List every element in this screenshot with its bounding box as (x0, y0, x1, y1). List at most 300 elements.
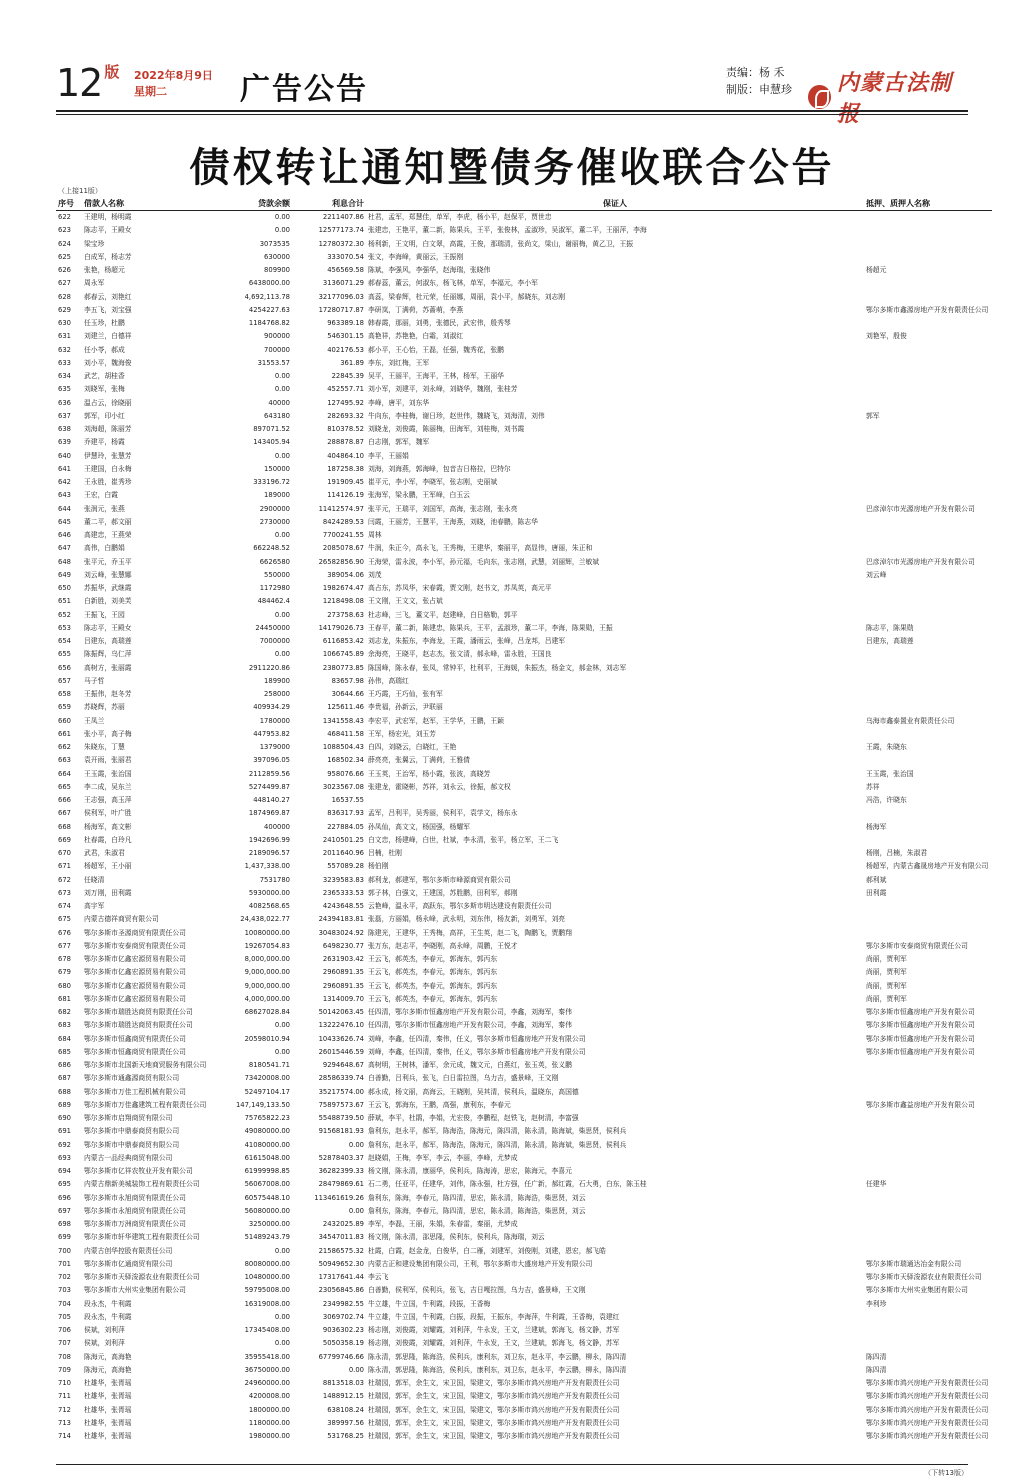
table-row (56, 1072, 992, 1085)
cell-interest: 2432025.89 (322, 1220, 364, 1229)
cell-mortgagor (864, 648, 992, 661)
newspaper-logo-icon (808, 85, 831, 109)
cell-guarantor: 李军，李磊，王丽，朱娟，朱春雷，秦丽，尤梦成 (368, 1220, 518, 1229)
cell-guarantor: 陈永清，郭思隆，陈海浩，侯利兵，康利东，刘卫东，赵永平，李云鹏，柳永，陈四清 (368, 1365, 627, 1374)
cell-mortgagor: 鄂尔多斯市鸿兴房地产开发有限责任公司 (866, 1432, 989, 1441)
table-row (56, 1417, 992, 1430)
cell-borrower: 王宏，白霞 (84, 491, 118, 500)
table-row (56, 463, 992, 476)
cell-interest: 67799746.66 (318, 1352, 364, 1361)
cell-guarantor: 薛亮亮，张翼云，丁满荷，王雅倩 (368, 756, 470, 765)
cell-no: 638 (58, 425, 71, 434)
table-body (56, 211, 992, 1444)
table-row (56, 1205, 992, 1218)
cell-interest: 28479869.61 (318, 1180, 364, 1189)
cell-interest: 288878.87 (327, 438, 364, 447)
cell-balance: 6626580 (259, 557, 290, 566)
cell-interest: 168502.34 (327, 756, 364, 765)
cell-balance: 9,000,000.00 (244, 968, 290, 977)
cell-balance: 2911220.86 (248, 663, 290, 672)
cell-no: 682 (58, 1008, 71, 1017)
cell-interest: 9294648.67 (322, 1061, 364, 1070)
cell-interest: 34547011.83 (318, 1233, 364, 1242)
cell-interest: 4243648.55 (322, 902, 364, 911)
date-text: 2022年8月9日 (134, 69, 213, 82)
cell-no: 666 (58, 796, 71, 805)
cell-mortgagor (864, 238, 992, 251)
cell-balance: 16319008.00 (244, 1299, 290, 1308)
cell-interest: 361.89 (340, 358, 364, 367)
cell-no: 657 (58, 676, 71, 685)
cell-interest: 114126.19 (327, 491, 364, 500)
cell-interest: 21586575.32 (318, 1246, 364, 1255)
cell-no: 626 (58, 266, 71, 275)
cell-guarantor: 崔平元，李小军，李晓军，张志刚，史丽斌 (368, 478, 498, 487)
table-row (56, 807, 992, 820)
cell-guarantor: 詹利东，陈海，李春元，陈四清，思宏，陈永清，陈海浩，柴思贤，刘云 (368, 1193, 586, 1202)
table-row (56, 317, 992, 330)
cell-borrower: 刘晓军，张梅 (84, 385, 125, 394)
cell-guarantor: 李贵福，孙新云，尹联丽 (368, 703, 443, 712)
cell-mortgagor (864, 317, 992, 330)
table-row (56, 675, 992, 688)
cell-guarantor: 张海军，梁永鹏，王军峰，白玉云 (368, 491, 470, 500)
cell-guarantor: 李云飞 (368, 1273, 389, 1282)
debt-table (56, 196, 992, 1443)
cell-guarantor: 吴平，王丽平，王海平，王林，杨军，王丽华 (368, 372, 504, 381)
cell-mortgagor (864, 754, 992, 767)
cell-balance: 189000 (264, 491, 290, 500)
cell-guarantor: 杜瑞园，郭军，余生文，宋卫国，梁建文，鄂尔多斯市鸿兴房地产开发有限责任公司 (368, 1405, 620, 1414)
cell-interest: 75897573.67 (318, 1100, 364, 1109)
cell-guarantor: 牛润，朱正今，高永飞，王秀梅，王建华，秦丽平，高显伟，唐丽，朱正和 (368, 544, 593, 553)
cell-interest: 22845.39 (331, 372, 364, 381)
cell-interest: 2631903.42 (322, 955, 364, 964)
cell-no: 708 (58, 1352, 71, 1361)
cell-mortgagor: 陈四清 (866, 1352, 887, 1361)
table-row (56, 529, 992, 542)
cell-interest: 8424289.53 (322, 517, 364, 526)
cell-balance: 0.00 (274, 610, 290, 619)
cell-balance: 31553.57 (257, 358, 290, 367)
cell-mortgagor (864, 582, 992, 595)
cell-mortgagor: 鄂尔多斯市鸿兴房地产开发有限责任公司 (866, 1392, 989, 1401)
cell-borrower: 武君，朱淑君 (84, 849, 125, 858)
cell-balance: 7000000 (259, 637, 290, 646)
table-row (56, 847, 992, 860)
cell-guarantor: 白善勤，侯利军，侯利兵，张飞，吉日嘎拉图，乌力吉，盛景峰，王文刚 (368, 1286, 586, 1295)
issue-date (134, 68, 213, 100)
cell-balance: 0.00 (274, 650, 290, 659)
cell-borrower: 高宇军 (84, 902, 105, 911)
cell-guarantor: 薛斌，李平，杜鹃，李娟，尤宏俊，李鹏程，赵铁飞，赵树清，李富强 (368, 1114, 579, 1123)
cell-guarantor (366, 794, 864, 807)
cell-mortgagor (864, 357, 992, 370)
cell-guarantor: 高占东，苏凤华，宋春霞，贾文刚，赵书文，苏凤英，高元平 (368, 584, 552, 593)
cell-no: 643 (58, 491, 71, 500)
cell-borrower: 内蒙古德祥商贸有限公司 (84, 915, 159, 924)
cell-guarantor: 郝利龙，郝建军，鄂尔多斯市峰源商贸有限公司 (368, 875, 511, 884)
cell-borrower: 鄂尔多斯市瑞胜达商贸有限责任公司 (84, 1021, 193, 1030)
cell-mortgagor (864, 291, 992, 304)
cell-mortgagor: 杨超军，内蒙古鑫晟房地产开发有限公司 (866, 862, 989, 871)
cell-balance: 0.00 (274, 451, 290, 460)
continued-from-note: （上接11版） (58, 187, 102, 195)
cell-guarantor: 牛立雄，牛立国，牛利霞，白振，段振，王振东，李海萍，牛利霞，王香梅，袁建红 (368, 1312, 620, 1321)
table-row (56, 715, 992, 728)
cell-borrower: 鄂尔多斯市通鑫源商贸有限公司 (84, 1074, 180, 1083)
table-row (56, 874, 992, 887)
table-row (56, 1430, 992, 1443)
cell-mortgagor (864, 900, 992, 913)
cell-interest: 2085078.67 (322, 544, 364, 553)
cell-interest: 9036302.23 (322, 1326, 364, 1335)
table-row (56, 595, 992, 608)
cell-no: 629 (58, 305, 71, 314)
cell-mortgagor (864, 927, 992, 940)
cell-no: 678 (58, 955, 71, 964)
cell-interest: 333070.54 (327, 252, 364, 261)
cell-mortgagor (864, 1112, 992, 1125)
cell-mortgagor: 田利霞 (866, 888, 887, 897)
cell-no: 685 (58, 1047, 71, 1056)
table-row (56, 1112, 992, 1125)
cell-mortgagor (864, 1324, 992, 1337)
cell-balance: 1780000 (259, 716, 290, 725)
cell-borrower: 高建忠，王燕荣 (84, 531, 132, 540)
cell-balance: 150000 (264, 464, 290, 473)
cell-balance: 2112859.56 (248, 769, 290, 778)
table-row (56, 224, 992, 237)
cell-interest: 2011640.96 (322, 849, 364, 858)
cell-guarantor: 王云飞，郝英杰，李春元，郭海东，郭丙东 (368, 981, 498, 990)
cell-mortgagor: 郭军 (866, 411, 880, 420)
table-row (56, 1218, 992, 1231)
cell-borrower: 马子哲 (84, 676, 105, 685)
cell-guarantor: 李东，刘红梅，王军 (368, 358, 430, 367)
table-row (56, 1231, 992, 1244)
cell-interest: 12780372.30 (318, 239, 364, 248)
cell-borrower: 张小平，高子梅 (84, 729, 132, 738)
cell-balance: 61999998.85 (244, 1167, 290, 1176)
cell-no: 660 (58, 716, 71, 725)
cell-mortgagor: 鄂尔多斯市安泰商贸有限责任公司 (866, 941, 968, 950)
cell-borrower: 李五飞，刘宝强 (84, 305, 132, 314)
table-row (56, 1377, 992, 1390)
page-number-suffix: 版 (104, 63, 120, 81)
cell-borrower: 王凤兰 (84, 716, 105, 725)
cell-guarantor: 杨文刚，陈永清，康丽华，侯利兵，陈海涛，思宏，陈海元，李喜元 (368, 1167, 572, 1176)
table-row (56, 966, 992, 979)
cell-no: 695 (58, 1180, 71, 1189)
cell-borrower: 任晓清 (84, 875, 105, 884)
cell-balance: 8,000,000.00 (244, 955, 290, 964)
cell-interest: 36282399.33 (318, 1167, 364, 1176)
cell-interest: 83657.98 (331, 676, 364, 685)
table-row (56, 688, 992, 701)
cell-borrower: 鄂尔多斯市永旭商贸有限责任公司 (84, 1206, 186, 1215)
cell-mortgagor (864, 277, 992, 290)
cell-no: 624 (58, 239, 71, 248)
cell-balance: 700000 (264, 345, 290, 354)
cell-borrower: 陈海元，高海艳 (84, 1365, 132, 1374)
cell-interest: 35217574.00 (318, 1087, 364, 1096)
cell-guarantor: 孙凤仙，高文文，杨国强，杨耀军 (368, 822, 470, 831)
table-row (56, 1139, 992, 1152)
masthead-logo (808, 66, 968, 128)
cell-no: 628 (58, 292, 71, 301)
cell-no: 690 (58, 1114, 71, 1123)
cell-interest: 282693.32 (327, 411, 364, 420)
cell-no: 713 (58, 1418, 71, 1427)
cell-balance: 1874969.87 (248, 809, 290, 818)
cell-borrower: 王永胜，崔秀珍 (84, 478, 132, 487)
cell-balance: 4254227.63 (248, 305, 290, 314)
cell-mortgagor: 尚丽，贾利军 (866, 955, 907, 964)
cell-interest: 3136071.29 (322, 279, 364, 288)
cell-interest: 389997.56 (327, 1418, 364, 1427)
cell-balance: 0.00 (274, 1021, 290, 1030)
cell-balance: 52497104.17 (244, 1087, 290, 1096)
cell-interest: 8813518.03 (322, 1379, 364, 1388)
cell-guarantor: 刘峰，李鑫，任四清，秦伟，任义，鄂尔多斯市恒鑫房地产开发有限公司 (368, 1047, 586, 1056)
cell-borrower: 刘万刚，田利霞 (84, 888, 132, 897)
cell-guarantor: 杨文刚，陈永清，邵思隆，侯利东，侯利兵，陈海瑞，刘云 (368, 1233, 545, 1242)
cell-borrower: 张润元，张燕 (84, 504, 125, 513)
cell-guarantor: 张平元，王瑞平，刘国军，高海，张志刚，张永亮 (368, 504, 518, 513)
cell-interest: 0.00 (348, 1140, 364, 1149)
cell-no: 658 (58, 690, 71, 699)
cell-borrower: 鄂尔多斯市中鼎泰商贸有限公司 (84, 1140, 180, 1149)
cell-borrower: 鄂尔多斯市亿鑫宏源贸易有限公司 (84, 981, 186, 990)
cell-borrower: 鄂尔多斯市圣源商贸有限责任公司 (84, 928, 186, 937)
cell-guarantor: 杜志峰，三飞，董文平，赵建峰，白日格勒，郭平 (368, 610, 518, 619)
cell-no: 637 (58, 411, 71, 420)
cell-mortgagor (864, 423, 992, 436)
cell-mortgagor (864, 701, 992, 714)
debt-table-container (56, 196, 989, 1443)
cell-interest: 1066745.89 (322, 650, 364, 659)
cell-mortgagor: 巴彦淖尔市光源房地产开发有限公司 (866, 504, 975, 513)
cell-borrower: 李二成，吴东兰 (84, 782, 132, 791)
cell-interest: 127495.92 (327, 398, 364, 407)
cell-no: 630 (58, 319, 71, 328)
cell-guarantor: 白文忠，杨建峰，白世，杜斌，李永清，张平，杨立军，王二飞 (368, 835, 559, 844)
cell-no: 635 (58, 385, 71, 394)
cell-balance: 333196.72 (253, 478, 290, 487)
cell-mortgagor (864, 1125, 992, 1138)
cell-mortgagor (864, 370, 992, 383)
table-row (56, 701, 992, 714)
cell-no: 625 (58, 252, 71, 261)
cell-borrower: 周永军 (84, 279, 105, 288)
cell-mortgagor: 鄂尔多斯市瑞通达冶金有限公司 (866, 1259, 962, 1268)
cell-borrower: 鄂尔多斯市北国新天地商贸服务有限公司 (84, 1061, 207, 1070)
cell-no: 692 (58, 1140, 71, 1149)
cell-balance: 4082568.65 (248, 902, 290, 911)
table-row (56, 754, 992, 767)
cell-no: 691 (58, 1127, 71, 1136)
cell-guarantor: 杜瑞园，郭军，余生文，宋卫国，梁建文，鄂尔多斯市鸿兴房地产开发有限责任公司 (368, 1379, 620, 1388)
cell-guarantor: 杨伯刚 (368, 862, 389, 871)
col-header-guarantor: 保证人 (366, 196, 864, 211)
table-row (56, 211, 992, 225)
cell-balance: 10480000.00 (244, 1273, 290, 1282)
cell-balance: 258000 (264, 690, 290, 699)
table-row (56, 357, 992, 370)
cell-balance: 9,000,000.00 (244, 981, 290, 990)
cell-mortgagor (864, 1139, 992, 1152)
cell-balance: 0.00 (274, 1312, 290, 1321)
cell-guarantor: 杨利新，王文明，白文翠，高霞，王俊，那瑞清，张尚文，梁山，谢丽梅，黄乙卫，王振 (368, 239, 634, 248)
cell-mortgagor (864, 1059, 992, 1072)
cell-interest: 6116853.42 (322, 637, 364, 646)
cell-guarantor: 孟军，吕利平，吴秀丽，侯利平，袁学文，杨东永 (368, 809, 518, 818)
cell-borrower: 鄂尔多斯市安泰商贸有限责任公司 (84, 941, 186, 950)
cell-no: 622 (58, 213, 71, 222)
cell-balance: 0.00 (274, 531, 290, 540)
cell-borrower: 白新胜，刘美芙 (84, 597, 132, 606)
cell-no: 663 (58, 756, 71, 765)
table-row (56, 927, 992, 940)
cell-no: 703 (58, 1286, 71, 1295)
cell-mortgagor (864, 450, 992, 463)
cell-interest: 50949652.30 (318, 1259, 364, 1268)
table-row (56, 609, 992, 622)
cell-borrower: 张平元，乔玉平 (84, 557, 132, 566)
cell-interest: 2380773.85 (322, 663, 364, 672)
cell-mortgagor: 鄂尔多斯市鸿兴房地产开发有限责任公司 (866, 1405, 989, 1414)
cell-no: 648 (58, 557, 71, 566)
cell-guarantor: 韩春霞，那丽，刘勇，张德民，武宏伟，殷秀琴 (368, 319, 511, 328)
cell-no: 710 (58, 1379, 71, 1388)
cell-balance: 61615048.00 (244, 1153, 290, 1162)
cell-no: 677 (58, 941, 71, 950)
cell-balance: 1980000.00 (248, 1432, 290, 1441)
cell-mortgagor: 鄂尔多斯市恒鑫房地产开发有限公司 (866, 1047, 975, 1056)
header-rule-thin (56, 114, 968, 115)
cell-mortgagor: 刘艳军，殷俊 (866, 332, 907, 341)
cell-mortgagor (864, 662, 992, 675)
cell-interest: 810378.52 (327, 425, 364, 434)
cell-no: 641 (58, 464, 71, 473)
cell-no: 644 (58, 504, 71, 513)
cell-borrower: 内蒙古创华控股有限责任公司 (84, 1246, 173, 1255)
section-title: 广告公告 (240, 72, 368, 107)
table-row (56, 1337, 992, 1350)
cell-mortgagor: 鄂尔多斯市鸿兴房地产开发有限责任公司 (866, 1379, 989, 1388)
cell-mortgagor (864, 834, 992, 847)
cell-guarantor: 杨志刚，刘俊霞，刘耀霞，刘利萍，牛永发，王文，兰建斌，郭海飞，杨文静，苏军 (368, 1339, 620, 1348)
cell-mortgagor (864, 251, 992, 264)
cell-borrower: 侯斌，刘利萍 (84, 1326, 125, 1335)
cell-guarantor: 高蕊，梁春辉，杜元荣，任丽娜，周丽，袁小平，郝晓东，刘志刚 (368, 292, 566, 301)
cell-mortgagor: 鄂尔多斯市鸿兴房地产开发有限责任公司 (866, 1418, 989, 1427)
cell-balance: 5274499.87 (248, 782, 290, 791)
cell-mortgagor: 王玉霞，张治国 (866, 769, 914, 778)
cell-balance: 397096.05 (253, 756, 290, 765)
cell-interest: 546301.15 (327, 332, 364, 341)
cell-guarantor: 杨志刚，刘俊霞，刘耀霞，刘利萍，牛永发，王文，兰建斌，郭海飞，杨文静，苏军 (368, 1326, 620, 1335)
cell-balance: 73420008.00 (244, 1074, 290, 1083)
table-row (56, 450, 992, 463)
table-row (56, 370, 992, 383)
table-row (56, 1178, 992, 1191)
cell-mortgagor (864, 1337, 992, 1350)
cell-balance: 36750000.00 (244, 1365, 290, 1374)
cell-borrower: 鄂尔多斯市亿鑫宏源贸易有限公司 (84, 955, 186, 964)
cell-no: 676 (58, 928, 71, 937)
table-row (56, 291, 992, 304)
cell-no: 686 (58, 1061, 71, 1070)
cell-mortgagor (864, 542, 992, 555)
table-row (56, 238, 992, 251)
cell-balance: 409934.29 (253, 703, 290, 712)
cell-interest: 836317.93 (327, 809, 364, 818)
cell-balance: 68627028.84 (244, 1008, 290, 1017)
cell-interest: 191909.45 (327, 478, 364, 487)
cell-guarantor: 王云飞，郝英杰，李春元，郭海东，郭丙东 (368, 955, 498, 964)
cell-borrower: 内蒙古一品经典商贸有限公司 (84, 1153, 173, 1162)
cell-interest: 3023567.08 (322, 782, 364, 791)
cell-no: 701 (58, 1259, 71, 1268)
cell-no: 646 (58, 531, 71, 540)
cell-guarantor: 陈国峰，陈永春，张凤，常钟平，杜利平，王海媛，朱振杰，杨金文，郝金林，刘志军 (368, 663, 627, 672)
cell-interest: 3239583.83 (322, 875, 364, 884)
cell-interest: 55488739.50 (318, 1114, 364, 1123)
cell-guarantor: 陈永清，郭思隆，陈海浩，侯利兵，康利东，刘卫东，赵永平，李云鹏，柳永，陈四清 (368, 1352, 627, 1361)
cell-balance: 0.00 (274, 1339, 290, 1348)
cell-interest: 30483024.92 (318, 928, 364, 937)
cell-interest: 16537.55 (331, 796, 364, 805)
cell-interest: 1488912.15 (322, 1392, 364, 1401)
table-row (56, 1351, 992, 1364)
table-row (56, 768, 992, 781)
cell-guarantor: 杜瑞园，郭军，余生文，宋卫国，梁建文，鄂尔多斯市鸿兴房地产开发有限责任公司 (368, 1392, 620, 1401)
cell-balance: 550000 (264, 570, 290, 579)
cell-guarantor: 郝春蕊，董云，何淑东，杨飞林，单军，李福元，李小军 (368, 279, 538, 288)
cell-balance: 0.00 (274, 1246, 290, 1255)
cell-interest: 227884.05 (327, 822, 364, 831)
cell-no: 632 (58, 345, 71, 354)
cell-mortgagor (864, 1231, 992, 1244)
cell-no: 640 (58, 451, 71, 460)
cell-no: 633 (58, 358, 71, 367)
cell-interest: 404864.10 (327, 451, 364, 460)
cell-borrower: 苏晓辉，苏丽 (84, 703, 125, 712)
cell-mortgagor (864, 224, 992, 237)
cell-borrower: 梁宝珍 (84, 239, 105, 248)
table-row (56, 662, 992, 675)
cell-mortgagor (864, 1165, 992, 1178)
cell-interest: 1982674.47 (322, 584, 364, 593)
cell-mortgagor: 巴彦淖尔市光源房地产开发有限公司 (866, 557, 975, 566)
cell-borrower: 王振伟，赵冬芳 (84, 690, 132, 699)
cell-balance: 643180 (264, 411, 290, 420)
cell-mortgagor: 苏祥 (866, 782, 880, 791)
cell-guarantor: 李平，王丽娟 (368, 451, 409, 460)
cell-balance: 0.00 (274, 385, 290, 394)
cell-borrower: 陈志平，王殿女 (84, 623, 132, 632)
table-row (56, 476, 992, 489)
cell-no: 653 (58, 623, 71, 632)
cell-borrower: 任玉珍，杜鹏 (84, 319, 125, 328)
table-row (56, 1258, 992, 1271)
cell-mortgagor (864, 344, 992, 357)
cell-no: 667 (58, 809, 71, 818)
table-row (56, 436, 992, 449)
cell-guarantor: 郝小平，王心怡，王磊，任强，魏秀花，张鹏 (368, 345, 504, 354)
